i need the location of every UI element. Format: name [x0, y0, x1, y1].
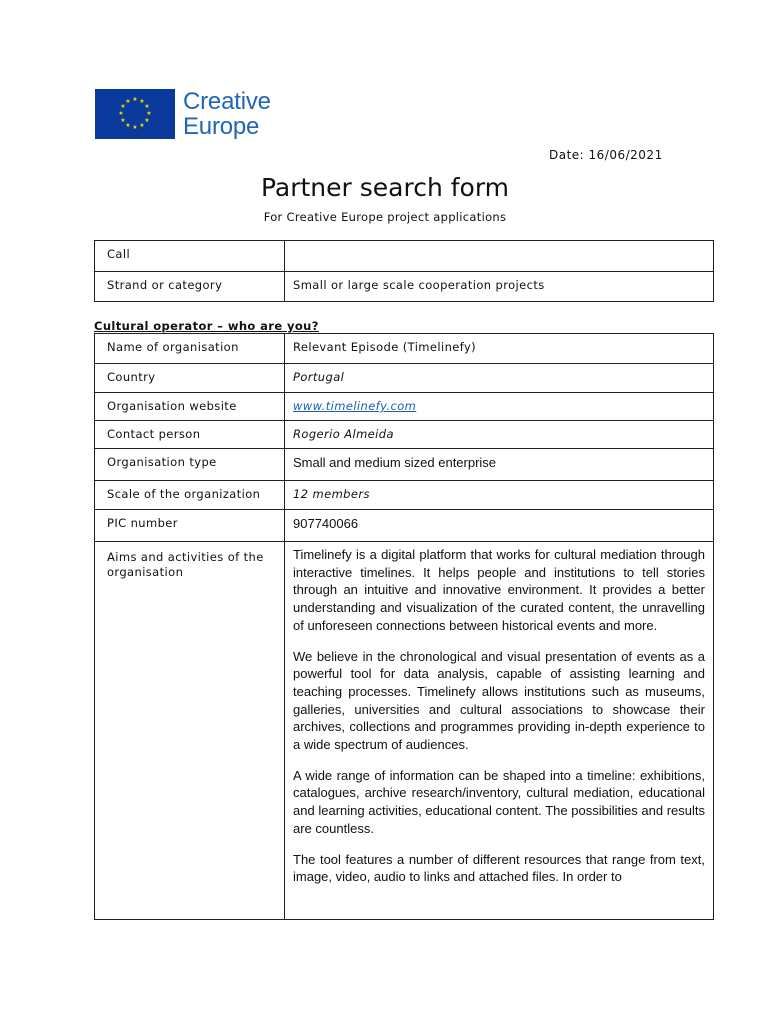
- website-link[interactable]: www.timelinefy.com: [293, 399, 417, 413]
- strand-value: Small or large scale cooperation projects: [285, 272, 714, 302]
- svg-text:★: ★: [139, 98, 145, 105]
- country-value: Portugal: [285, 364, 714, 393]
- svg-text:★: ★: [132, 96, 138, 103]
- page-subtitle: For Creative Europe project applications: [263, 210, 507, 224]
- pic-label: PIC number: [95, 510, 285, 542]
- table-row: [95, 272, 714, 302]
- logo-line-2: Europe: [183, 113, 260, 140]
- svg-text:★: ★: [118, 110, 124, 117]
- svg-text:★: ★: [146, 110, 152, 117]
- call-label: Call: [95, 241, 285, 272]
- aims-paragraph: We believe in the chronological and visual presentation of events as a powerful tool for data analysis, capable of assisting learning and teaching processes. Timelinefy allows institutions such as museums, galleries, universities and cultural associations to showcase their archives, collections and programmes providing in-depth experience to a wide spectrum of audiences.: [293, 648, 705, 753]
- svg-text:★: ★: [125, 98, 131, 105]
- name-label: Name of organisation: [95, 334, 285, 364]
- contact-label: Contact person: [95, 421, 285, 449]
- type-value: Small and medium sized enterprise: [285, 449, 714, 481]
- strand-label: Strand or category: [95, 272, 285, 302]
- table-row: [95, 364, 714, 393]
- table-row: [95, 393, 714, 421]
- svg-text:★: ★: [132, 124, 138, 131]
- aims-label: Aims and activities of the organisation: [95, 542, 285, 920]
- creative-europe-logo: [95, 89, 271, 139]
- country-label: Country: [95, 364, 285, 393]
- website-label: Organisation website: [95, 393, 285, 421]
- call-value: [285, 241, 714, 272]
- section-title: Cultural operator – who are you?: [94, 319, 319, 333]
- logo-line-1: Creative: [183, 88, 271, 115]
- svg-text:★: ★: [120, 117, 126, 124]
- call-table: [94, 240, 714, 302]
- table-row: [95, 241, 714, 272]
- scale-value: 12 members: [285, 481, 714, 510]
- svg-text:★: ★: [120, 103, 126, 110]
- svg-text:★: ★: [144, 117, 150, 124]
- table-row: [95, 421, 714, 449]
- name-value: Relevant Episode (Timelinefy): [285, 334, 714, 364]
- table-row: [95, 449, 714, 481]
- aims-value: [285, 542, 714, 920]
- pic-value: 907740066: [285, 510, 714, 542]
- table-row: [95, 542, 714, 920]
- page-title: Partner search form: [260, 173, 510, 202]
- table-row: [95, 481, 714, 510]
- eu-flag-icon: [95, 89, 175, 139]
- form-date: Date: 16/06/2021: [549, 148, 663, 162]
- svg-text:★: ★: [139, 122, 145, 129]
- contact-value: Rogerio Almeida: [285, 421, 714, 449]
- type-label: Organisation type: [95, 449, 285, 481]
- aims-paragraph: A wide range of information can be shaped into a timeline: exhibitions, catalogues, archive research/inventory, cultural mediation, educational and learning activities, educational content. The possibilities and results are countless.: [293, 767, 705, 836]
- logo-text: [183, 89, 271, 139]
- svg-text:★: ★: [144, 103, 150, 110]
- aims-paragraph: The tool features a number of different resources that range from text, image, video, audio to links and attached files. In order to: [293, 851, 705, 885]
- svg-text:★: ★: [125, 122, 131, 129]
- table-row: [95, 510, 714, 542]
- operator-table: [94, 333, 714, 920]
- table-row: [95, 334, 714, 364]
- scale-label: Scale of the organization: [95, 481, 285, 510]
- aims-paragraph: Timelinefy is a digital platform that works for cultural mediation through interactive timelines. It helps people and institutions to tell stories through an intuitive and innovative environment. It provides a better understanding and visualization of the curated content, the unravelling of unforeseen connections between historical events and more.: [293, 547, 705, 633]
- website-cell: [285, 393, 714, 421]
